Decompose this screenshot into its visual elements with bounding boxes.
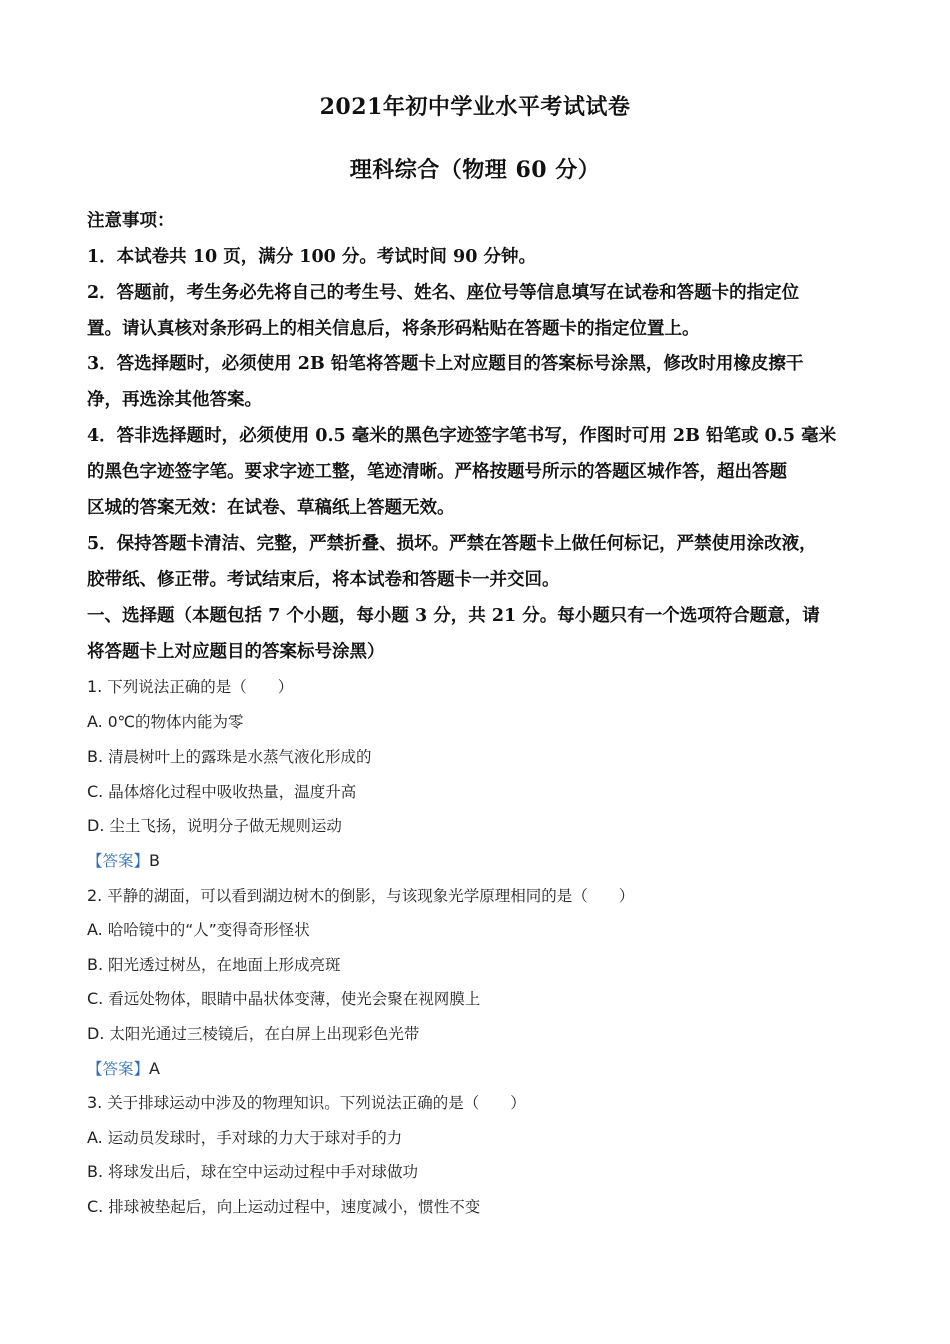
- option: [87, 918, 877, 940]
- option-letter: A.: [87, 1128, 103, 1147]
- answer-line: [87, 849, 877, 871]
- section-heading: 将答题卡上对应题目的答案标号涂黑）: [87, 642, 385, 662]
- question-number: 3.: [87, 1093, 103, 1112]
- answer-tag: 【答案】: [87, 1060, 150, 1078]
- option: [87, 1022, 877, 1044]
- question-stem: [87, 1091, 877, 1113]
- option-text: 哈哈镜中的“人”变得奇形怪状: [107, 921, 310, 939]
- option-letter: D.: [87, 1024, 105, 1043]
- option: [87, 745, 877, 767]
- question-number: 1.: [87, 677, 103, 696]
- option-letter: C.: [87, 989, 104, 1008]
- answer-line: [87, 1057, 877, 1079]
- exam-title: 2021年初中学业水平考试试卷: [319, 94, 631, 120]
- question-stem: [87, 884, 877, 906]
- question-number: 2.: [87, 886, 103, 905]
- option-text: 晶体熔化过程中吸收热量，温度升高: [108, 783, 357, 801]
- option-letter: A.: [87, 712, 103, 731]
- answer-value: B: [149, 851, 160, 870]
- question-text: 平静的湖面，可以看到湖边树木的倒影，与该现象光学原理相同的是（ ）: [107, 887, 635, 905]
- notice-line: 3．答选择题时，必须使用 2B 铅笔将答题卡上对应题目的答案标号涂黑，修改时用橡皮擦干: [87, 354, 804, 374]
- option: [87, 1126, 877, 1148]
- option-text: 排球被垫起后，向上运动过程中，速度减小，惯性不变: [108, 1198, 481, 1216]
- option-text: 0℃的物体内能为零: [107, 713, 244, 731]
- notice-line: 2．答题前，考生务必先将自己的考生号、姓名、座位号等信息填写在试卷和答题卡的指定位: [87, 283, 800, 303]
- option-text: 看远处物体，眼睛中晶状体变薄，使光会聚在视网膜上: [108, 990, 481, 1008]
- notice-line: 置。请认真核对条形码上的相关信息后，将条形码粘贴在答题卡的指定位置上。: [87, 319, 700, 339]
- option-text: 阳光透过树丛，在地面上形成亮斑: [108, 956, 341, 974]
- notice-line: 5．保持答题卡清洁、完整，严禁折叠、损坏。严禁在答题卡上做任何标记，严禁使用涂改液，: [87, 534, 817, 554]
- section-heading: 一、选择题（本题包括 7 个小题，每小题 3 分，共 21 分。每小题只有一个选项符合题意，请: [87, 606, 820, 626]
- question-text: 关于排球运动中涉及的物理知识。下列说法正确的是（ ）: [107, 1094, 526, 1112]
- option-text: 太阳光通过三棱镜后，在白屏上出现彩色光带: [109, 1025, 420, 1043]
- option: [87, 1160, 877, 1182]
- option-letter: B.: [87, 747, 104, 766]
- option-letter: C.: [87, 1197, 104, 1216]
- option-letter: B.: [87, 1162, 104, 1181]
- option-text: 清晨树叶上的露珠是水蒸气液化形成的: [108, 748, 372, 766]
- option-letter: C.: [87, 782, 104, 801]
- option-letter: D.: [87, 816, 105, 835]
- notice-line: 4．答非选择题时，必须使用 0.5 毫米的黑色字迹签字笔书写，作图时可用 2B 铅笔或 0.5 毫米: [87, 426, 837, 446]
- notice-line: 的黑色字迹签字笔。要求字迹工整，笔迹清晰。严格按题号所示的答题区城作答，超出答题: [87, 462, 787, 482]
- option-text: 尘土飞扬，说明分子做无规则运动: [109, 817, 342, 835]
- notice-line: 净，再选涂其他答案。: [87, 390, 262, 410]
- option-letter: B.: [87, 955, 104, 974]
- option-letter: A.: [87, 920, 103, 939]
- option-text: 将球发出后，球在空中运动过程中手对球做功: [108, 1163, 419, 1181]
- notice-line: 区城的答案无效：在试卷、草稿纸上答题无效。: [87, 498, 455, 518]
- option: [87, 953, 877, 975]
- option: [87, 710, 877, 732]
- answer-tag: 【答案】: [87, 852, 150, 870]
- notice-heading: 注意事项：: [87, 211, 175, 231]
- option-text: 运动员发球时，手对球的力大于球对手的力: [107, 1129, 403, 1147]
- notice-line: 胶带纸、修正带。考试结束后，将本试卷和答题卡一并交回。: [87, 570, 560, 590]
- question-text: 下列说法正确的是（ ）: [107, 678, 294, 696]
- exam-subtitle: 理科综合（物理 60 分）: [349, 157, 601, 183]
- option: [87, 987, 877, 1009]
- question-stem: [87, 675, 877, 697]
- answer-value: A: [149, 1059, 160, 1078]
- option: [87, 814, 877, 836]
- option: [87, 780, 877, 802]
- notice-line: 1．本试卷共 10 页，满分 100 分。考试时间 90 分钟。: [87, 247, 536, 267]
- option: [87, 1195, 877, 1217]
